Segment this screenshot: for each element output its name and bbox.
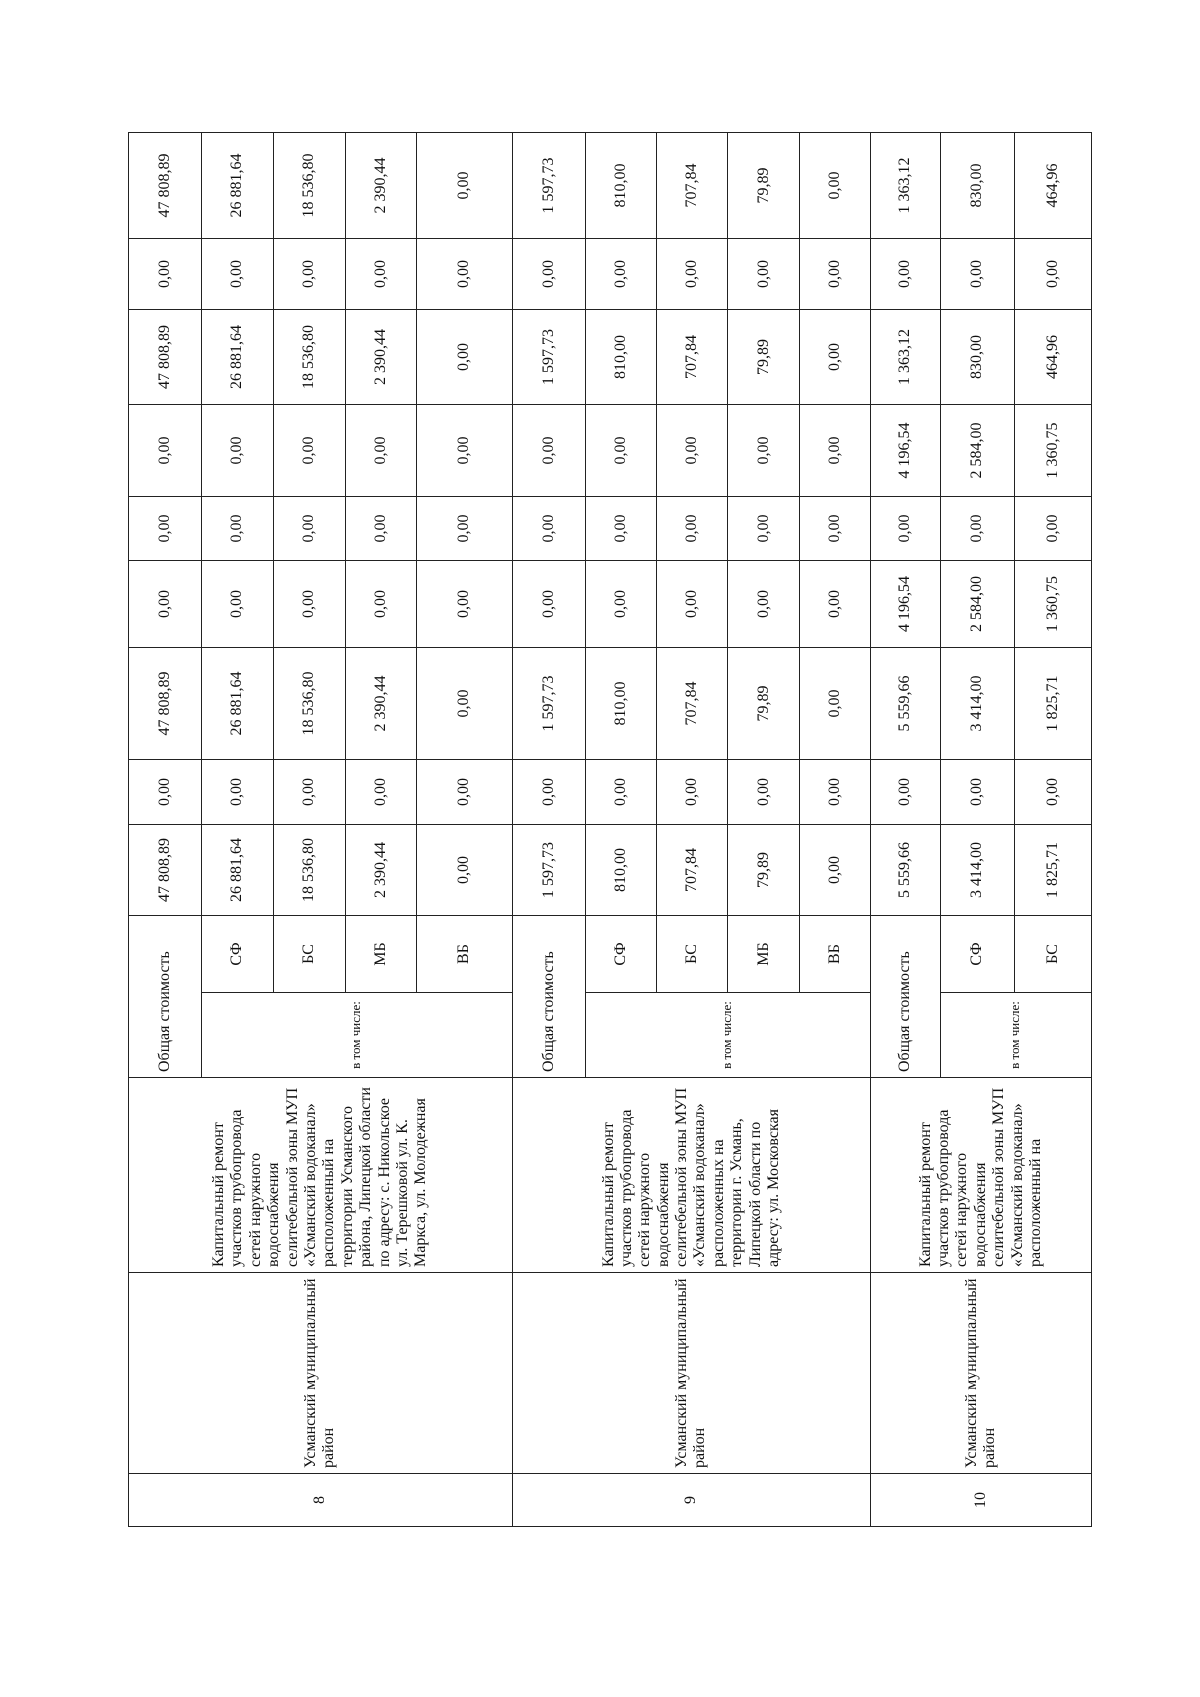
value-cell: 830,00	[940, 310, 1014, 405]
value-cell: 47 808,89	[129, 133, 202, 239]
value-cell: 0,00	[417, 825, 512, 916]
value-cell: 2 584,00	[940, 405, 1014, 497]
funding-source-label: БС	[1014, 916, 1091, 993]
funding-source-label: ВБ	[800, 916, 871, 993]
funding-source-label: СФ	[585, 916, 656, 993]
value-cell: 79,89	[728, 825, 800, 916]
value-cell: 0,00	[656, 561, 728, 648]
value-cell: 0,00	[800, 310, 871, 405]
value-cell: 0,00	[585, 760, 656, 825]
value-cell: 0,00	[129, 239, 202, 310]
value-cell: 0,00	[585, 239, 656, 310]
value-cell: 810,00	[585, 310, 656, 405]
value-cell: 0,00	[656, 497, 728, 561]
value-cell: 707,84	[656, 648, 728, 760]
value-cell: 0,00	[585, 561, 656, 648]
value-cell: 0,00	[800, 497, 871, 561]
value-cell: 18 536,80	[273, 648, 345, 760]
value-cell: 0,00	[1014, 239, 1091, 310]
funding-source-label: СФ	[940, 916, 1014, 993]
value-cell: 5 559,66	[871, 648, 941, 760]
value-cell: 0,00	[728, 497, 800, 561]
value-cell: 0,00	[201, 561, 273, 648]
table-body	[129, 133, 1092, 1527]
value-cell: 3 414,00	[940, 825, 1014, 916]
value-cell: 79,89	[728, 133, 800, 239]
value-cell: 0,00	[728, 561, 800, 648]
value-cell: 2 390,44	[345, 133, 417, 239]
value-cell: 0,00	[800, 405, 871, 497]
value-cell: 4 196,54	[871, 561, 941, 648]
value-cell: 0,00	[129, 497, 202, 561]
value-cell: 0,00	[800, 561, 871, 648]
value-cell: 0,00	[345, 497, 417, 561]
value-cell: 0,00	[417, 497, 512, 561]
total-cost-label: Общая стоимость	[871, 916, 941, 1078]
value-cell: 1 597,73	[512, 825, 585, 916]
work-description: Капитальный ремонт участков трубопровода сетей наружного водоснабжения селитебельной зоны МУП «Усманский водоканал» расположенный на	[871, 1078, 1092, 1273]
value-cell: 707,84	[656, 825, 728, 916]
value-cell: 0,00	[728, 760, 800, 825]
row-number: 8	[129, 1474, 513, 1527]
value-cell: 1 597,73	[512, 133, 585, 239]
including-label: в том числе:	[585, 993, 870, 1078]
district-name: Усманский муниципальный район	[871, 1273, 1092, 1474]
value-cell: 79,89	[728, 310, 800, 405]
value-cell: 810,00	[585, 133, 656, 239]
including-label: в том числе:	[940, 993, 1091, 1078]
value-cell: 0,00	[345, 760, 417, 825]
value-cell: 464,96	[1014, 133, 1091, 239]
value-cell: 26 881,64	[201, 648, 273, 760]
including-label: в том числе:	[201, 993, 512, 1078]
cost-table	[128, 132, 1092, 1527]
value-cell: 0,00	[656, 405, 728, 497]
value-cell: 830,00	[940, 133, 1014, 239]
total-cost-label: Общая стоимость	[129, 916, 202, 1078]
value-cell: 47 808,89	[129, 310, 202, 405]
value-cell: 0,00	[512, 239, 585, 310]
value-cell: 18 536,80	[273, 825, 345, 916]
value-cell: 0,00	[585, 405, 656, 497]
table-row-total	[512, 133, 585, 1527]
value-cell: 0,00	[512, 497, 585, 561]
value-cell: 0,00	[129, 561, 202, 648]
value-cell: 0,00	[656, 239, 728, 310]
value-cell: 0,00	[273, 239, 345, 310]
value-cell: 707,84	[656, 310, 728, 405]
value-cell: 0,00	[871, 239, 941, 310]
value-cell: 2 390,44	[345, 825, 417, 916]
value-cell: 0,00	[129, 405, 202, 497]
value-cell: 0,00	[585, 497, 656, 561]
value-cell: 47 808,89	[129, 648, 202, 760]
value-cell: 0,00	[417, 760, 512, 825]
value-cell: 0,00	[728, 405, 800, 497]
funding-source-label: МБ	[345, 916, 417, 993]
district-name: Усманский муниципальный район	[129, 1273, 513, 1474]
value-cell: 0,00	[201, 239, 273, 310]
value-cell: 0,00	[273, 497, 345, 561]
value-cell: 0,00	[417, 239, 512, 310]
value-cell: 0,00	[201, 405, 273, 497]
value-cell: 0,00	[345, 405, 417, 497]
value-cell: 0,00	[940, 760, 1014, 825]
value-cell: 0,00	[871, 497, 941, 561]
value-cell: 0,00	[417, 561, 512, 648]
work-description: Капитальный ремонт участков трубопровода сетей наружного водоснабжения селитебельной зоны МУП «Усманский водоканал» расположенных на территории г. Усмань, Липецкой области по адресу: ул. Московская	[512, 1078, 870, 1273]
value-cell: 1 363,12	[871, 133, 941, 239]
value-cell: 0,00	[512, 760, 585, 825]
funding-source-label: БС	[656, 916, 728, 993]
table-row-total	[871, 133, 941, 1527]
value-cell: 2 584,00	[940, 561, 1014, 648]
value-cell: 0,00	[273, 760, 345, 825]
value-cell: 0,00	[512, 561, 585, 648]
value-cell: 4 196,54	[871, 405, 941, 497]
value-cell: 1 363,12	[871, 310, 941, 405]
value-cell: 0,00	[417, 648, 512, 760]
value-cell: 2 390,44	[345, 310, 417, 405]
value-cell: 0,00	[201, 760, 273, 825]
funding-source-label: БС	[273, 916, 345, 993]
value-cell: 0,00	[940, 239, 1014, 310]
value-cell: 707,84	[656, 133, 728, 239]
funding-source-label: ВБ	[417, 916, 512, 993]
value-cell: 0,00	[800, 648, 871, 760]
value-cell: 0,00	[800, 133, 871, 239]
table-row-total	[129, 133, 202, 1527]
value-cell: 1 360,75	[1014, 561, 1091, 648]
value-cell: 1 360,75	[1014, 405, 1091, 497]
value-cell: 5 559,66	[871, 825, 941, 916]
funding-source-label: СФ	[201, 916, 273, 993]
value-cell: 1 597,73	[512, 648, 585, 760]
value-cell: 3 414,00	[940, 648, 1014, 760]
value-cell: 0,00	[273, 405, 345, 497]
value-cell: 0,00	[800, 239, 871, 310]
value-cell: 0,00	[871, 760, 941, 825]
value-cell: 18 536,80	[273, 133, 345, 239]
value-cell: 810,00	[585, 648, 656, 760]
funding-source-label: МБ	[728, 916, 800, 993]
value-cell: 1 825,71	[1014, 825, 1091, 916]
value-cell: 0,00	[417, 133, 512, 239]
value-cell: 0,00	[345, 239, 417, 310]
value-cell: 0,00	[273, 561, 345, 648]
value-cell: 1 825,71	[1014, 648, 1091, 760]
value-cell: 1 597,73	[512, 310, 585, 405]
total-cost-label: Общая стоимость	[512, 916, 585, 1078]
work-description: Капитальный ремонт участков трубопровода сетей наружного водоснабжения селитебельной зоны МУП «Усманский водоканал» расположенный на территории Усманского района, Липецкой области по адресу: с. Никольское ул. Терешковой ул. К. Маркса, ул. Молодежная	[129, 1078, 513, 1273]
value-cell: 0,00	[800, 825, 871, 916]
value-cell: 464,96	[1014, 310, 1091, 405]
district-name: Усманский муниципальный район	[512, 1273, 870, 1474]
row-number: 10	[871, 1474, 1092, 1527]
value-cell: 0,00	[656, 760, 728, 825]
value-cell: 0,00	[129, 760, 202, 825]
value-cell: 0,00	[512, 405, 585, 497]
row-number: 9	[512, 1474, 870, 1527]
value-cell: 0,00	[940, 497, 1014, 561]
value-cell: 0,00	[201, 497, 273, 561]
value-cell: 0,00	[417, 310, 512, 405]
value-cell: 810,00	[585, 825, 656, 916]
value-cell: 0,00	[417, 405, 512, 497]
rotated-table-container	[128, 133, 1092, 1527]
value-cell: 26 881,64	[201, 310, 273, 405]
value-cell: 0,00	[345, 561, 417, 648]
value-cell: 47 808,89	[129, 825, 202, 916]
value-cell: 26 881,64	[201, 825, 273, 916]
value-cell: 0,00	[728, 239, 800, 310]
value-cell: 0,00	[1014, 760, 1091, 825]
value-cell: 0,00	[800, 760, 871, 825]
value-cell: 26 881,64	[201, 133, 273, 239]
value-cell: 79,89	[728, 648, 800, 760]
value-cell: 0,00	[1014, 497, 1091, 561]
value-cell: 18 536,80	[273, 310, 345, 405]
value-cell: 2 390,44	[345, 648, 417, 760]
